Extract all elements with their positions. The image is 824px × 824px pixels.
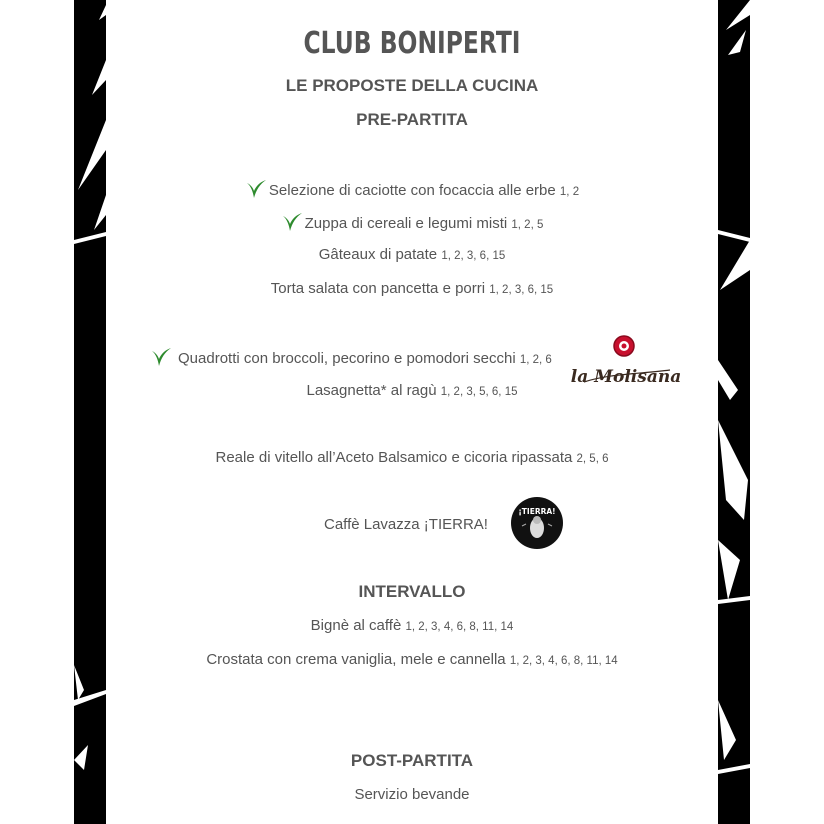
- allergens: 1, 2, 3, 6, 15: [441, 250, 506, 262]
- vegetarian-leaf-icon: [245, 178, 267, 200]
- section-heading-post-partita: POST-PARTITA: [350, 751, 474, 770]
- list-item: Bignè al caffè 1, 2, 3, 4, 6, 8, 11, 14: [310, 617, 514, 634]
- vegetarian-leaf-icon: [281, 211, 303, 233]
- list-item: Caffè Lavazza ¡TIERRA!: [324, 516, 488, 533]
- allergens: 1, 2, 3, 4, 6, 8, 11, 14: [405, 621, 514, 633]
- svg-text:la Molisana: la Molisana: [570, 367, 682, 387]
- list-item: Gâteaux di patate 1, 2, 3, 6, 15: [318, 246, 506, 263]
- allergens: 1, 2, 6: [519, 354, 552, 366]
- list-item: Selezione di caciotte con focaccia alle erbe 1, 2: [106, 178, 718, 200]
- right-decorative-stripe: [718, 0, 750, 824]
- list-item: Servizio bevande: [354, 786, 470, 803]
- allergens: 1, 2, 3, 5, 6, 15: [440, 386, 518, 398]
- svg-text:¡TIERRA!: ¡TIERRA!: [518, 507, 556, 516]
- list-item: Torta salata con pancetta e porri 1, 2, 3, 6, 15: [270, 280, 554, 297]
- la-molisana-logo: [570, 334, 682, 396]
- vegetarian-leaf-icon: [150, 346, 172, 368]
- list-item: Zuppa di cereali e legumi misti 1, 2, 5: [106, 211, 718, 233]
- allergens: 1, 2: [559, 186, 580, 198]
- allergens: 2, 5, 6: [576, 453, 609, 465]
- allergens: 1, 2, 3, 4, 6, 8, 11, 14: [509, 655, 618, 667]
- menu-subtitle: LE PROPOSTE DELLA CUCINA: [285, 76, 539, 95]
- allergens: 1, 2, 3, 6, 15: [489, 284, 554, 296]
- menu-title: CLUB BONIPERTI: [303, 26, 521, 61]
- allergens: 1, 2, 5: [511, 219, 544, 231]
- section-heading-pre-partita: PRE-PARTITA: [356, 110, 468, 129]
- section-heading-intervallo: INTERVALLO: [358, 582, 466, 601]
- left-decorative-stripe: [74, 0, 106, 824]
- lavazza-tierra-logo: [510, 496, 564, 550]
- list-item: Reale di vitello all’Aceto Balsamico e cicoria ripassata 2, 5, 6: [215, 449, 609, 466]
- list-item: Lasagnetta* al ragù 1, 2, 3, 5, 6, 15: [306, 382, 518, 399]
- list-item: Crostata con crema vaniglia, mele e cannella 1, 2, 3, 4, 6, 8, 11, 14: [206, 651, 618, 668]
- list-item: Quadrotti con broccoli, pecorino e pomodori secchi 1, 2, 6: [150, 346, 552, 368]
